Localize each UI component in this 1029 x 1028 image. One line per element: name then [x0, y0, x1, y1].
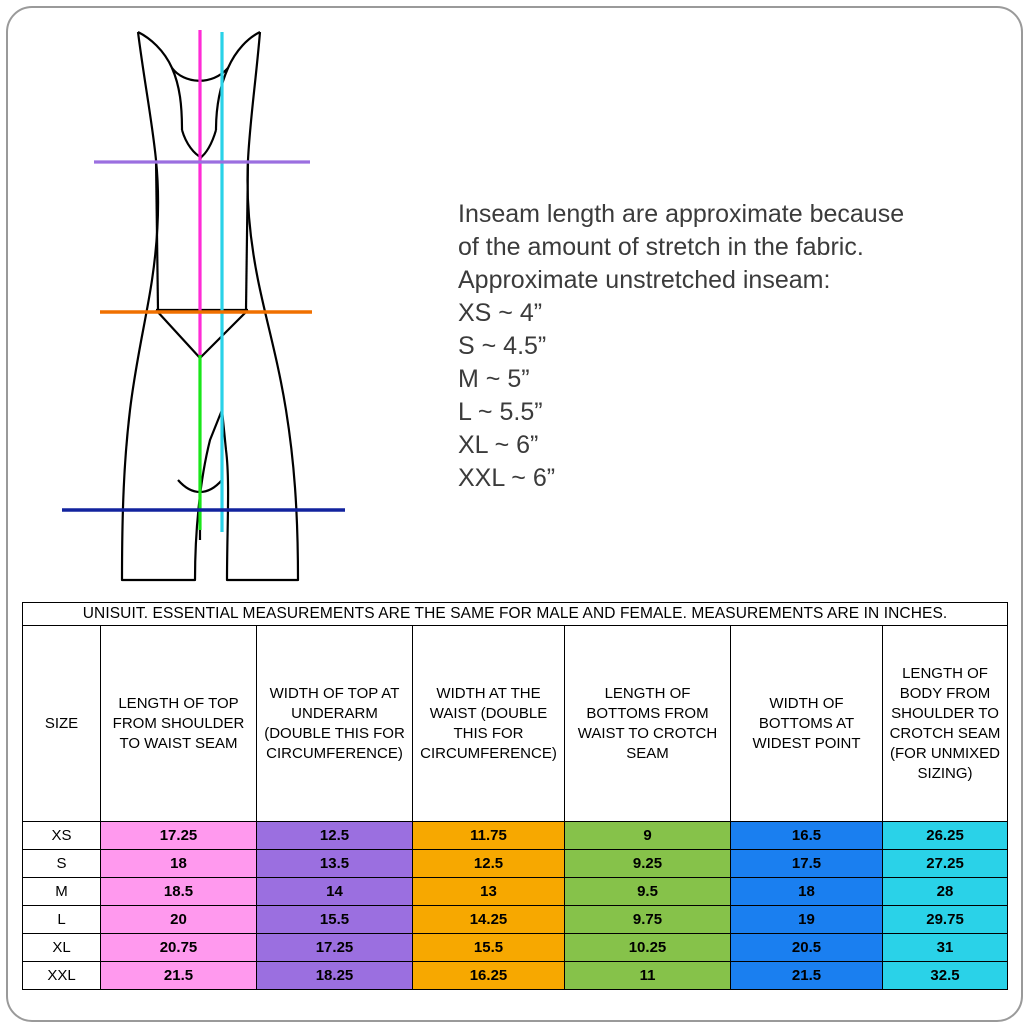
inseam-note-line: XS ~ 4”: [458, 299, 543, 327]
cell-waist-width: 14.25: [413, 906, 565, 934]
cell-top-length: 17.25: [101, 822, 257, 850]
cell-body-length: 26.25: [883, 822, 1008, 850]
header-top-underarm-width: WIDTH OF TOP AT UNDERARM (DOUBLE THIS FOR CIRCUMFERENCE): [257, 626, 413, 822]
cell-underarm-width: 18.25: [257, 962, 413, 990]
inseam-note-line: Approximate unstretched inseam:: [458, 266, 831, 294]
table-row: [23, 934, 1008, 962]
measurements-table: [22, 602, 1008, 990]
header-size: SIZE: [23, 626, 101, 822]
header-bottoms-length: LENGTH OF BOTTOMS FROM WAIST TO CROTCH SEAM: [565, 626, 731, 822]
row-size: L: [23, 906, 101, 934]
inseam-note-line: L ~ 5.5”: [458, 398, 543, 426]
cell-bottoms-length: 9.5: [565, 878, 731, 906]
cell-top-length: 20: [101, 906, 257, 934]
table-row: [23, 878, 1008, 906]
cell-bottoms-length: 9.75: [565, 906, 731, 934]
table-row: [23, 962, 1008, 990]
inseam-note: [458, 198, 998, 495]
row-size: XL: [23, 934, 101, 962]
garment-outline-icon: [122, 32, 298, 580]
inseam-note-line: Inseam length are approximate because: [458, 200, 905, 228]
inseam-note-line: S ~ 4.5”: [458, 332, 547, 360]
table-title-row: [23, 603, 1008, 626]
inseam-note-line: M ~ 5”: [458, 365, 530, 393]
cell-underarm-width: 17.25: [257, 934, 413, 962]
cell-bottoms-width: 20.5: [731, 934, 883, 962]
cell-waist-width: 11.75: [413, 822, 565, 850]
cell-waist-width: 13: [413, 878, 565, 906]
cell-top-length: 21.5: [101, 962, 257, 990]
cell-body-length: 32.5: [883, 962, 1008, 990]
cell-bottoms-length: 11: [565, 962, 731, 990]
cell-body-length: 29.75: [883, 906, 1008, 934]
cell-underarm-width: 13.5: [257, 850, 413, 878]
unisuit-svg: [60, 10, 480, 610]
header-top-length: LENGTH OF TOP FROM SHOULDER TO WAIST SEAM: [101, 626, 257, 822]
cell-top-length: 18: [101, 850, 257, 878]
cell-underarm-width: 12.5: [257, 822, 413, 850]
inseam-note-line: of the amount of stretch in the fabric.: [458, 233, 864, 261]
header-body-length: LENGTH OF BODY FROM SHOULDER TO CROTCH SEAM (FOR UNMIXED SIZING): [883, 626, 1008, 822]
row-size: S: [23, 850, 101, 878]
cell-bottoms-width: 18: [731, 878, 883, 906]
row-size: M: [23, 878, 101, 906]
header-bottoms-width: WIDTH OF BOTTOMS AT WIDEST POINT: [731, 626, 883, 822]
table-title: UNISUIT. ESSENTIAL MEASUREMENTS ARE THE SAME FOR MALE AND FEMALE. MEASUREMENTS ARE IN INCHES.: [23, 603, 1008, 626]
cell-bottoms-width: 16.5: [731, 822, 883, 850]
cell-bottoms-width: 19: [731, 906, 883, 934]
row-size: XS: [23, 822, 101, 850]
cell-body-length: 27.25: [883, 850, 1008, 878]
cell-waist-width: 12.5: [413, 850, 565, 878]
table-header-row: [23, 626, 1008, 822]
table-row: [23, 822, 1008, 850]
cell-bottoms-width: 21.5: [731, 962, 883, 990]
cell-waist-width: 16.25: [413, 962, 565, 990]
cell-top-length: 20.75: [101, 934, 257, 962]
cell-underarm-width: 15.5: [257, 906, 413, 934]
cell-underarm-width: 14: [257, 878, 413, 906]
cell-body-length: 28: [883, 878, 1008, 906]
measurements-table-wrap: [22, 602, 1007, 990]
cell-bottoms-length: 10.25: [565, 934, 731, 962]
cell-bottoms-width: 17.5: [731, 850, 883, 878]
inseam-note-line: XXL ~ 6”: [458, 464, 556, 492]
inseam-note-line: XL ~ 6”: [458, 431, 539, 459]
unisuit-diagram: [60, 10, 480, 610]
row-size: XXL: [23, 962, 101, 990]
cell-waist-width: 15.5: [413, 934, 565, 962]
cell-bottoms-length: 9: [565, 822, 731, 850]
table-row: [23, 906, 1008, 934]
cell-body-length: 31: [883, 934, 1008, 962]
cell-top-length: 18.5: [101, 878, 257, 906]
table-row: [23, 850, 1008, 878]
cell-bottoms-length: 9.25: [565, 850, 731, 878]
header-waist-width: WIDTH AT THE WAIST (DOUBLE THIS FOR CIRCUMFERENCE): [413, 626, 565, 822]
